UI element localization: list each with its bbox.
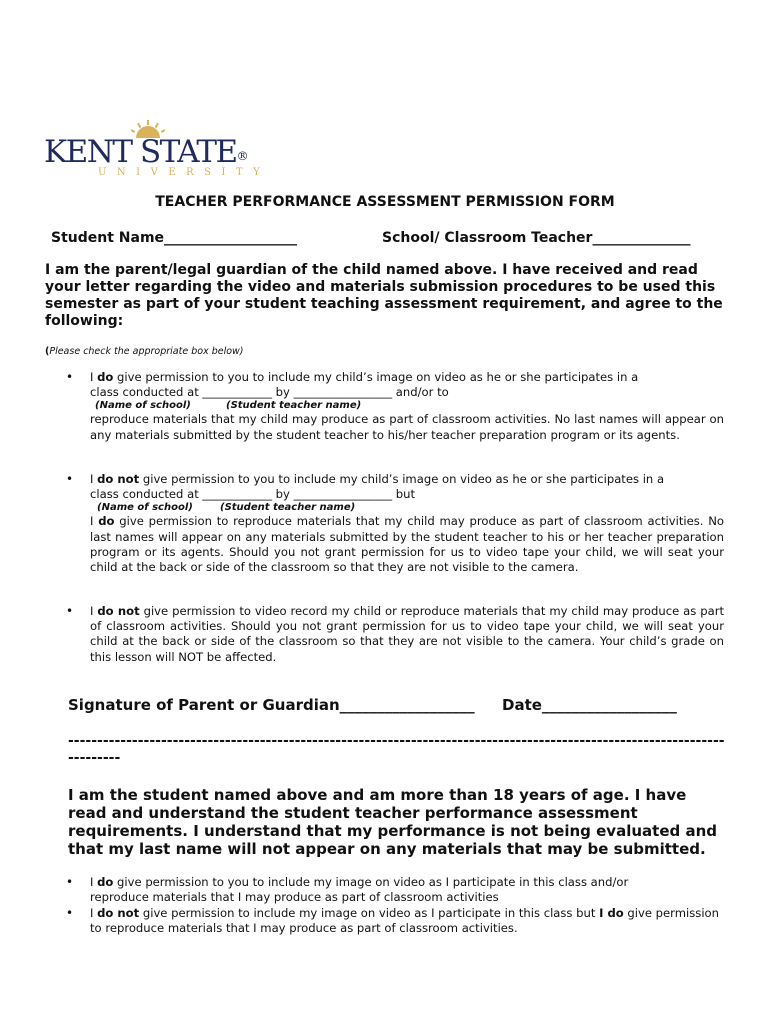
- logo-subtitle: UNIVERSITY: [98, 167, 271, 178]
- bullet-icon: •: [66, 370, 74, 384]
- option-do-not-record[interactable]: I do not give permission to video record my child or reproduce materials that my child may produce as part of classroom activities. Should you not grant permission for us to video tape your child, we will seat your child at the back or side of the classroom so that they are not visible to the camera. Your child’s grade on this lesson will NOT be affected.: [90, 604, 725, 664]
- logo-wordmark: KENT STATE®: [44, 134, 249, 170]
- label-name-of-school: (Name of school): [97, 502, 193, 514]
- student-option-do-not[interactable]: I do not give permission to include my image on video as I participate in this class but I do give permission to reproduce materials that I may produce as part of classroom activities.: [90, 906, 719, 936]
- option-do-permission[interactable]: I do give permission to you to include my child’s image on video as he or she participates in a class conducted at ____________ by _________________ and/or to (Name of school) (Student teacher name) reproduce materials that my child may produce as part of classroom activities. No last names will appear on any materials submitted by the student teacher to his/her teacher preparation program or its agents.: [90, 370, 724, 442]
- bullet-icon: •: [66, 875, 74, 889]
- bullet-icon: •: [66, 472, 74, 486]
- section-divider: --------------------------------------------------------------------------------------------------------------------------: [68, 733, 725, 766]
- student-name-field[interactable]: Student Name___________________: [51, 230, 298, 246]
- date-field[interactable]: Date__________________: [502, 696, 677, 714]
- parent-statement: I am the parent/legal guardian of the child named above. I have received and read your letter regarding the video and materials submission procedures to be used this semester as part of your student teaching assessment requirement, and agree to the following:: [45, 262, 723, 329]
- student-statement: I am the student named above and am more than 18 years of age. I have read and understand the student teacher performance assessment requirements. I understand that my performance is not being evaluated and that my last name will not appear on any materials that may be submitted.: [68, 786, 717, 858]
- bullet-icon: •: [66, 906, 74, 920]
- form-title: TEACHER PERFORMANCE ASSESSMENT PERMISSION FORM: [155, 194, 615, 210]
- label-student-teacher: (Student teacher name): [226, 400, 362, 412]
- parent-signature-field[interactable]: Signature of Parent or Guardian__________________: [68, 696, 475, 714]
- instruction-note: (Please check the appropriate box below): [45, 346, 244, 357]
- bullet-icon: •: [66, 604, 74, 618]
- student-option-do[interactable]: I do give permission to you to include my image on video as I participate in this class and/or reproduce materials that I may produce as part of classroom activities: [90, 875, 629, 905]
- kent-state-logo: [44, 120, 271, 180]
- option-do-not-video[interactable]: I do not give permission to you to include my child’s image on video as he or she participates in a class conducted at ____________ by _________________ but (Name of school) (Student teacher name) I do give permission to reproduce materials that my child may produce as part of classroom activities. No last names will appear on any materials submitted by the student teacher to his or her teacher preparation program or its agents. Should you not grant permission for us to video tape your child, we will seat your child at the back or side of the classroom so that they are not visible to the camera.: [90, 472, 724, 575]
- label-student-teacher: (Student teacher name): [220, 502, 356, 514]
- label-name-of-school: (Name of school): [95, 400, 191, 412]
- school-teacher-field[interactable]: School/ Classroom Teacher______________: [382, 230, 691, 246]
